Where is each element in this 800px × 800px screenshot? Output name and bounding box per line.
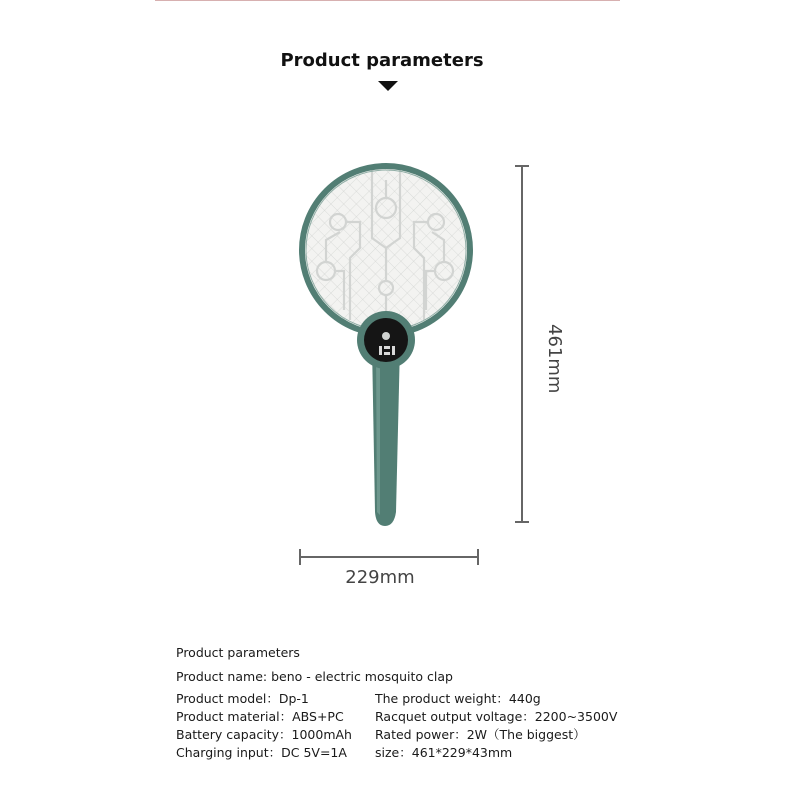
spec-charging-input: Charging input：DC 5V=1A	[176, 745, 347, 760]
spec-product-name: Product name: beno - electric mosquito clap	[176, 669, 453, 684]
spec-product-model: Product model：Dp-1	[176, 691, 309, 706]
spec-rated-power: Rated power：2W（The biggest）	[375, 727, 586, 742]
width-dimension-line	[300, 549, 478, 565]
control-hub	[357, 311, 415, 369]
racket-handle	[372, 345, 400, 526]
spec-title: Product parameters	[176, 645, 300, 660]
height-dimension-line	[515, 166, 529, 522]
spec-output-voltage: Racquet output voltage：2200~3500V	[375, 709, 618, 724]
page-heading: Product parameters	[280, 50, 484, 71]
height-dimension-label: 461mm	[544, 324, 565, 394]
spec-product-material: Product material：ABS+PC	[176, 709, 344, 724]
spec-product-weight: The product weight：440g	[375, 691, 541, 706]
spec-battery-capacity: Battery capacity：1000mAh	[176, 727, 352, 742]
width-dimension-label: 229mm	[345, 567, 415, 588]
spec-size: size：461*229*43mm	[375, 745, 513, 760]
racket-head	[302, 166, 470, 334]
